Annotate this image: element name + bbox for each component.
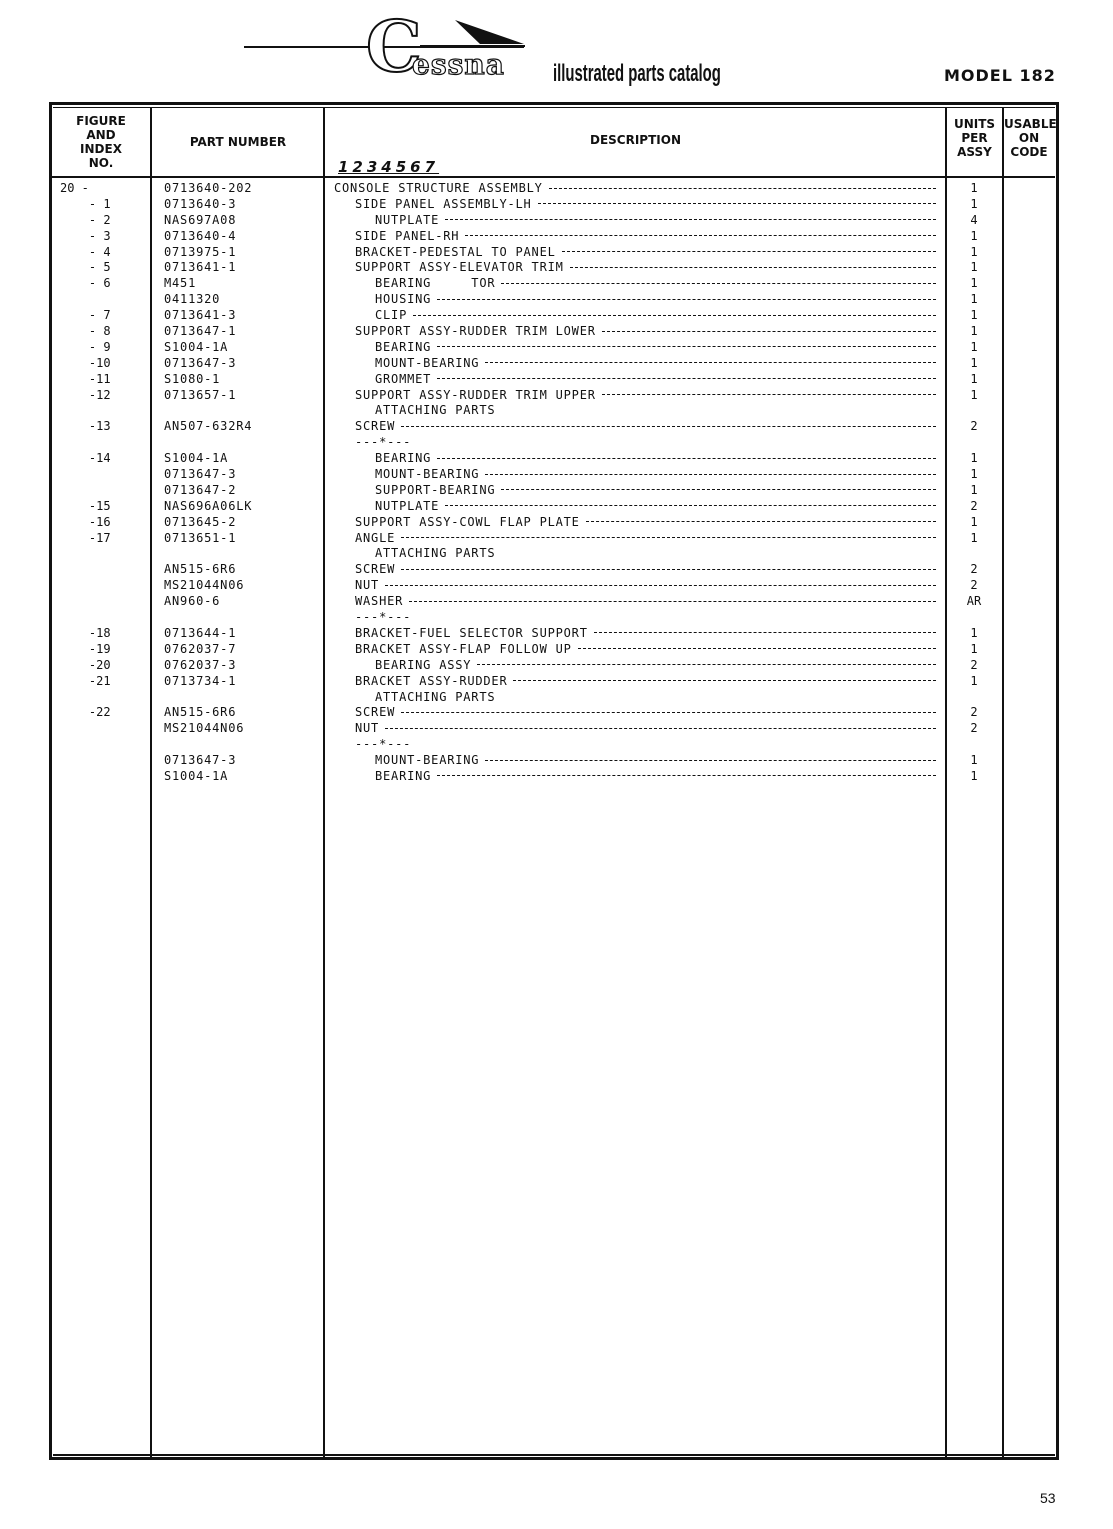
table-row — [0, 658, 1113, 674]
description — [334, 769, 985, 785]
table-row — [0, 705, 1113, 721]
leader-dashes — [485, 760, 936, 762]
table-row — [0, 229, 1113, 245]
part-number: 0713647-1 — [164, 324, 237, 339]
units-per-assy: 1 — [970, 371, 978, 386]
part-number: AN515-6R6 — [164, 705, 237, 720]
leader-dashes — [445, 219, 936, 221]
catalog-title: illustrated parts catalog — [553, 60, 721, 87]
part-number: 0713651-1 — [164, 530, 237, 545]
description-text: ATTACHING PARTS — [375, 546, 496, 561]
leader-dashes — [437, 299, 936, 301]
description-text: SIDE PANEL ASSEMBLY-LH — [355, 196, 532, 211]
table-row — [0, 515, 1113, 531]
units-per-assy: 2 — [970, 705, 978, 720]
leader-dashes — [409, 601, 936, 603]
table-row — [0, 610, 1113, 626]
part-number: 0713647-3 — [164, 753, 237, 768]
leader-dashes — [485, 362, 936, 364]
units-per-assy: 2 — [970, 419, 978, 434]
description-text: SCREW — [355, 562, 396, 577]
figure-index: - 5 — [60, 260, 111, 275]
leader-dashes — [562, 251, 936, 253]
part-number: 0713645-2 — [164, 514, 237, 529]
figure-index: -14 — [60, 451, 111, 466]
description-text: NUT — [355, 578, 380, 593]
description — [334, 674, 965, 690]
description — [334, 324, 965, 340]
header-usable-line-1: USABLE — [1004, 117, 1057, 131]
units-per-assy: 1 — [970, 308, 978, 323]
part-number: 0713734-1 — [164, 673, 237, 688]
units-per-assy: 1 — [970, 292, 978, 307]
description — [334, 499, 985, 515]
leader-dashes — [549, 188, 936, 190]
figure-index: - 7 — [60, 308, 111, 323]
logo-letter-c: C — [366, 5, 422, 88]
description-text: ---*--- — [355, 610, 412, 625]
part-number: MS21044N06 — [164, 721, 245, 736]
leader-dashes — [401, 426, 936, 428]
table-row — [0, 356, 1113, 372]
figure-index: - 6 — [60, 276, 111, 291]
part-number: 0713641-1 — [164, 260, 237, 275]
units-per-assy: 1 — [970, 228, 978, 243]
units-per-assy: 1 — [970, 514, 978, 529]
description-text: SUPPORT ASSY-COWL FLAP PLATE — [355, 514, 580, 529]
table-row — [0, 181, 1113, 197]
table-row — [0, 499, 1113, 515]
description-text: ATTACHING PARTS — [375, 689, 496, 704]
description — [334, 340, 985, 356]
table-row — [0, 324, 1113, 340]
units-per-assy: 1 — [970, 339, 978, 354]
part-number: 0713657-1 — [164, 387, 237, 402]
leader-dashes — [602, 331, 936, 333]
description-text: SIDE PANEL-RH — [355, 228, 460, 243]
units-per-assy: 2 — [970, 498, 978, 513]
table-row — [0, 578, 1113, 594]
header-divider — [52, 176, 1055, 178]
units-per-assy: 1 — [970, 530, 978, 545]
table-inner-top-rule — [53, 107, 1055, 108]
part-number: S1004-1A — [164, 768, 229, 783]
leader-dashes — [437, 378, 936, 380]
figure-index: -12 — [60, 387, 111, 402]
description-text: ---*--- — [355, 435, 412, 450]
description — [334, 372, 985, 388]
part-number: 0713640-202 — [164, 181, 253, 195]
description-text: BEARING TOR — [375, 276, 496, 291]
description — [334, 737, 965, 753]
part-number: MS21044N06 — [164, 578, 245, 593]
page-number: 53 — [1040, 1490, 1056, 1506]
description-text: CONSOLE STRUCTURE ASSEMBLY — [334, 181, 543, 195]
description-text: SCREW — [355, 705, 396, 720]
table-row — [0, 674, 1113, 690]
description — [334, 753, 985, 769]
description-text: BRACKET-FUEL SELECTOR SUPPORT — [355, 625, 588, 640]
part-number: 0713975-1 — [164, 244, 237, 259]
units-per-assy: AR — [966, 594, 982, 609]
description-text: SUPPORT ASSY-RUDDER TRIM LOWER — [355, 324, 596, 339]
units-per-assy: 1 — [970, 355, 978, 370]
description — [334, 419, 965, 435]
table-row — [0, 388, 1113, 404]
description — [334, 435, 965, 451]
units-per-assy: 1 — [970, 753, 978, 768]
description — [334, 467, 985, 483]
units-per-assy: 1 — [970, 625, 978, 640]
units-per-assy: 1 — [970, 673, 978, 688]
leader-dashes — [513, 680, 936, 682]
description — [334, 594, 965, 610]
description — [334, 276, 985, 292]
description-text: SUPPORT ASSY-ELEVATOR TRIM — [355, 260, 564, 275]
part-number: S1004-1A — [164, 451, 229, 466]
description-text: CLIP — [375, 308, 408, 323]
table-inner-bottom-rule — [53, 1454, 1055, 1456]
figure-index: 20 - — [60, 181, 89, 195]
part-number: NAS697A08 — [164, 212, 237, 227]
description — [334, 515, 965, 531]
figure-index: -16 — [60, 514, 111, 529]
table-row — [0, 276, 1113, 292]
units-per-assy: 1 — [970, 387, 978, 402]
part-number: NAS696A06LK — [164, 498, 253, 513]
table-row — [0, 419, 1113, 435]
units-per-assy: 1 — [970, 260, 978, 275]
leader-dashes — [578, 648, 936, 650]
description — [334, 690, 985, 706]
description-text: NUTPLATE — [375, 498, 440, 513]
leader-dashes — [401, 537, 936, 539]
description — [334, 578, 965, 594]
description-text: BEARING — [375, 339, 432, 354]
table-row — [0, 594, 1113, 610]
part-number: 0762037-7 — [164, 641, 237, 656]
units-per-assy: 1 — [970, 467, 978, 482]
units-per-assy: 1 — [970, 196, 978, 211]
leader-dashes — [477, 664, 936, 666]
description-text: NUT — [355, 721, 380, 736]
leader-dashes — [538, 203, 936, 205]
part-number: 0713647-3 — [164, 467, 237, 482]
units-per-assy: 1 — [970, 244, 978, 259]
figure-index: -13 — [60, 419, 111, 434]
description — [334, 705, 965, 721]
description-text: BRACKET-PEDESTAL TO PANEL — [355, 244, 556, 259]
description — [334, 213, 985, 229]
header-units-line-2: PER — [961, 131, 988, 145]
description-text: MOUNT-BEARING — [375, 753, 480, 768]
part-number: 0411320 — [164, 292, 221, 307]
header-usable-line-2: ON — [1018, 131, 1040, 145]
leader-dashes — [501, 283, 936, 285]
figure-index: - 1 — [60, 196, 111, 211]
table-row — [0, 737, 1113, 753]
description-text: BRACKET ASSY-FLAP FOLLOW UP — [355, 641, 572, 656]
table-row — [0, 753, 1113, 769]
description-text: BRACKET ASSY-RUDDER — [355, 673, 508, 688]
description — [334, 245, 965, 261]
part-number: S1004-1A — [164, 339, 229, 354]
table-row — [0, 626, 1113, 642]
units-per-assy: 1 — [970, 641, 978, 656]
parts-list — [0, 181, 1113, 785]
leader-dashes — [385, 585, 936, 587]
table-row — [0, 213, 1113, 229]
leader-dashes — [445, 505, 936, 507]
units-per-assy: 1 — [970, 482, 978, 497]
description-text: ---*--- — [355, 737, 412, 752]
description-text: MOUNT-BEARING — [375, 355, 480, 370]
table-row — [0, 260, 1113, 276]
table-row — [0, 403, 1113, 419]
table-row — [0, 308, 1113, 324]
figure-index: - 8 — [60, 324, 111, 339]
description — [334, 483, 985, 499]
table-row — [0, 531, 1113, 547]
table-row — [0, 245, 1113, 261]
model-label: MODEL 182 — [944, 66, 1056, 85]
figure-index: -22 — [60, 705, 111, 720]
table-row — [0, 467, 1113, 483]
header-usable — [1004, 117, 1057, 159]
figure-index: -19 — [60, 641, 111, 656]
units-per-assy: 2 — [970, 657, 978, 672]
description — [334, 260, 965, 276]
figure-index: -20 — [60, 657, 111, 672]
part-number: AN960-6 — [164, 594, 221, 609]
leader-dashes — [437, 458, 936, 460]
figure-index: - 3 — [60, 228, 111, 243]
table-row — [0, 372, 1113, 388]
description-text: NUTPLATE — [375, 212, 440, 227]
leader-dashes — [401, 569, 936, 571]
part-number: 0713640-4 — [164, 228, 237, 243]
description — [334, 403, 985, 419]
figure-index: - 4 — [60, 244, 111, 259]
part-number: AN515-6R6 — [164, 562, 237, 577]
figure-index: -11 — [60, 371, 111, 386]
figure-index: -17 — [60, 530, 111, 545]
leader-dashes — [570, 267, 936, 269]
part-number: 0713647-3 — [164, 355, 237, 370]
leader-dashes — [401, 712, 936, 714]
units-per-assy: 4 — [970, 212, 978, 227]
description — [334, 197, 965, 213]
description — [334, 292, 985, 308]
table-row — [0, 721, 1113, 737]
description — [334, 308, 985, 324]
header-figure-line-1: FIGURE — [76, 114, 126, 128]
figure-index: - 2 — [60, 212, 111, 227]
description — [334, 546, 985, 562]
logo-wordmark: essna — [412, 48, 505, 81]
table-row — [0, 451, 1113, 467]
units-per-assy: 1 — [970, 324, 978, 339]
part-number: 0713647-2 — [164, 482, 237, 497]
leader-dashes — [485, 474, 936, 476]
header-description: DESCRIPTION — [589, 133, 681, 147]
header-figure-line-4: NO. — [88, 156, 114, 170]
figure-index: -15 — [60, 498, 111, 513]
description — [334, 356, 985, 372]
header-figure — [62, 114, 140, 170]
units-per-assy: 2 — [970, 562, 978, 577]
part-number: S1080-1 — [164, 371, 221, 386]
description-text: SUPPORT-BEARING — [375, 482, 496, 497]
description — [334, 229, 965, 245]
description — [334, 388, 965, 404]
leader-dashes — [594, 632, 936, 634]
header-figure-line-2: AND — [86, 128, 116, 142]
part-number: 0713644-1 — [164, 625, 237, 640]
figure-index: - 9 — [60, 339, 111, 354]
description — [334, 721, 965, 737]
part-number: M451 — [164, 276, 197, 291]
table-row — [0, 546, 1113, 562]
description-text: SUPPORT ASSY-RUDDER TRIM UPPER — [355, 387, 596, 402]
header-usable-line-3: CODE — [1010, 145, 1048, 159]
description-text: WASHER — [355, 594, 404, 609]
description — [334, 181, 944, 197]
description-text: ANGLE — [355, 530, 396, 545]
description-text: SCREW — [355, 419, 396, 434]
table-row — [0, 769, 1113, 785]
table-row — [0, 483, 1113, 499]
description — [334, 642, 965, 658]
description-text: ATTACHING PARTS — [375, 403, 496, 418]
indent-digits: 1234567 — [338, 158, 440, 176]
units-per-assy: 2 — [970, 578, 978, 593]
part-number: 0713640-3 — [164, 196, 237, 211]
leader-dashes — [602, 394, 936, 396]
description-text: MOUNT-BEARING — [375, 467, 480, 482]
header-part-number: PART NUMBER — [189, 135, 287, 149]
table-row — [0, 690, 1113, 706]
description — [334, 610, 965, 626]
leader-dashes — [437, 346, 936, 348]
figure-index: -10 — [60, 355, 111, 370]
leader-dashes — [465, 235, 936, 237]
table-row — [0, 435, 1113, 451]
part-number: 0713641-3 — [164, 308, 237, 323]
header-units — [947, 117, 1002, 159]
part-number: AN507-632R4 — [164, 419, 253, 434]
units-per-assy: 1 — [970, 181, 978, 195]
leader-dashes — [586, 521, 936, 523]
part-number: 0762037-3 — [164, 657, 237, 672]
leader-dashes — [501, 489, 936, 491]
table-row — [0, 340, 1113, 356]
description-text: BEARING — [375, 768, 432, 783]
units-per-assy: 1 — [970, 768, 978, 783]
header-units-line-1: UNITS — [953, 117, 996, 131]
table-row — [0, 197, 1113, 213]
description — [334, 658, 985, 674]
table-row — [0, 642, 1113, 658]
description-text: HOUSING — [375, 292, 432, 307]
description-text: GROMMET — [375, 371, 432, 386]
leader-dashes — [437, 775, 936, 777]
header-figure-line-3: INDEX — [80, 142, 122, 156]
description-text: BEARING — [375, 451, 432, 466]
units-per-assy: 2 — [970, 721, 978, 736]
figure-index: -21 — [60, 673, 111, 688]
description — [334, 531, 965, 547]
figure-index: -18 — [60, 625, 111, 640]
header-units-line-3: ASSY — [957, 145, 992, 159]
table-row — [0, 292, 1113, 308]
units-per-assy: 1 — [970, 451, 978, 466]
description — [334, 562, 965, 578]
table-row — [0, 562, 1113, 578]
description-text: BEARING ASSY — [375, 657, 472, 672]
description — [334, 451, 985, 467]
units-per-assy: 1 — [970, 276, 978, 291]
description — [334, 626, 965, 642]
leader-dashes — [385, 728, 936, 730]
leader-dashes — [413, 315, 936, 317]
